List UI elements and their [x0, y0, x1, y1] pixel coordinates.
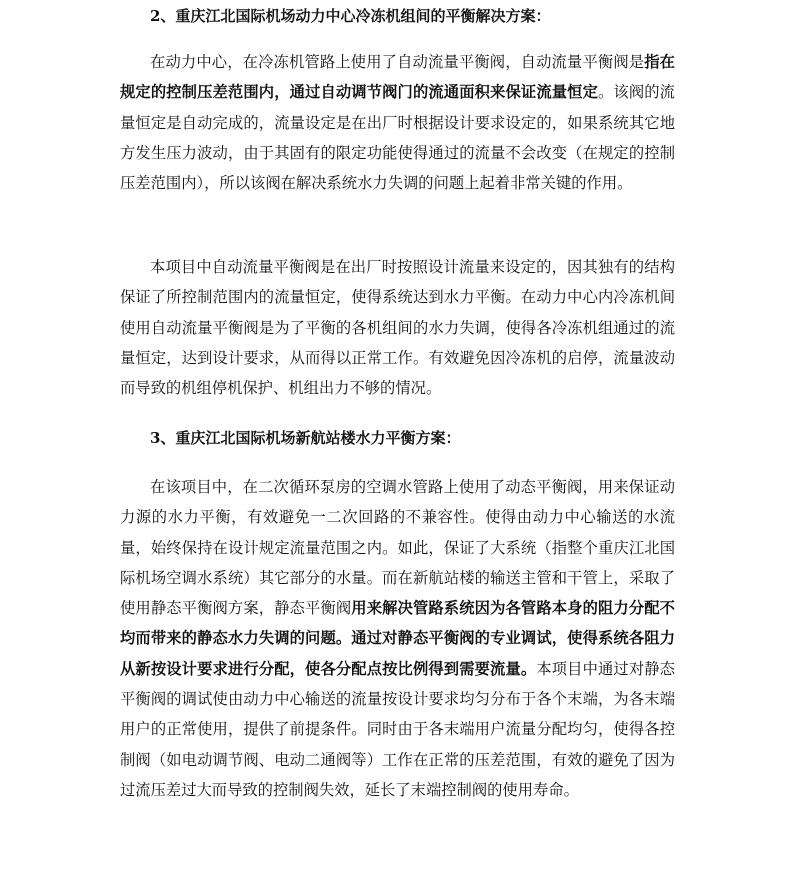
section-heading-2: 2、重庆江北国际机场动力中心冷冻机组间的平衡解决方案：: [150, 7, 551, 25]
paragraph-project-valve: 本项目中自动流量平衡阀是在出厂时按照设计流量来设定的，因其独有的结构保证了所控制范围内的流量恒定，使得系统达到水力平衡。在动力中心内冷冻机间使用自动流量平衡阀是为了平衡的各机组间的水力失调，使得各冷冻机组通过的流量恒定，达到设计要求，从而得以正常工作。有效避免因冷冻机的启停，流量波动而导致的机组停机保护、机组出力不够的情况。: [120, 258, 675, 398]
paragraph-bold-text: 指在规定的控制压差范围内，通过自动调节阀门的流通面积来保证流量恒定: [120, 53, 675, 102]
paragraph-power-center: [120, 47, 675, 198]
paragraph-text: 。该阀的流量恒定是自动完成的，流量设定是在出厂时根据设计要求设定的，如果系统其它地方发生压力波动，由于其固有的限定功能使得通过的流量不会改变（在规定的控制压差范围内），所以该阀在解决系统水力失调的问题上起着非常关键的作用。: [120, 83, 675, 193]
paragraph-bold-text: 用来解决管路系统因为各管路本身的阻力分配不均而带来的静态水力失调的问题。通过对静态平衡阀的专业调试，使得系统各阻力从新按设计要求进行分配，使各分配点按比例得到需要流量。: [120, 599, 675, 678]
paragraph-text: 在该项目中，在二次循环泵房的空调水管路上使用了动态平衡阀，用来保证动力源的水力平衡，有效避免一二次回路的不兼容性。使得由动力中心输送的水流量，始终保持在设计规定流量范围之内。如此，保证了大系统（指整个重庆江北国际机场空调水系统）其它部分的水量。而在新航站楼的输送主管和干管上，采取了使用静态平衡阀方案，静态平衡阀: [120, 478, 675, 618]
paragraph-text: 本项目中通过对静态平衡阀的调试使由动力中心输送的流量按设计要求均匀分布于各个末端，为各末端用户的正常使用，提供了前提条件。同时由于各末端用户流量分配均匀，使得各控制阀（如电动调节阀、电动二通阀等）工作在正常的压差范围，有效的避免了因为过流压差过大而导致的控制阀失效，延长了末端控制阀的使用寿命。: [120, 659, 675, 799]
section-heading-3: 3、重庆江北国际机场新航站楼水力平衡方案：: [150, 429, 461, 447]
paragraph-text: 在动力中心，在冷冻机管路上使用了自动流量平衡阀，自动流量平衡阀是: [150, 53, 645, 71]
paragraph-terminal-balance: [120, 472, 675, 805]
